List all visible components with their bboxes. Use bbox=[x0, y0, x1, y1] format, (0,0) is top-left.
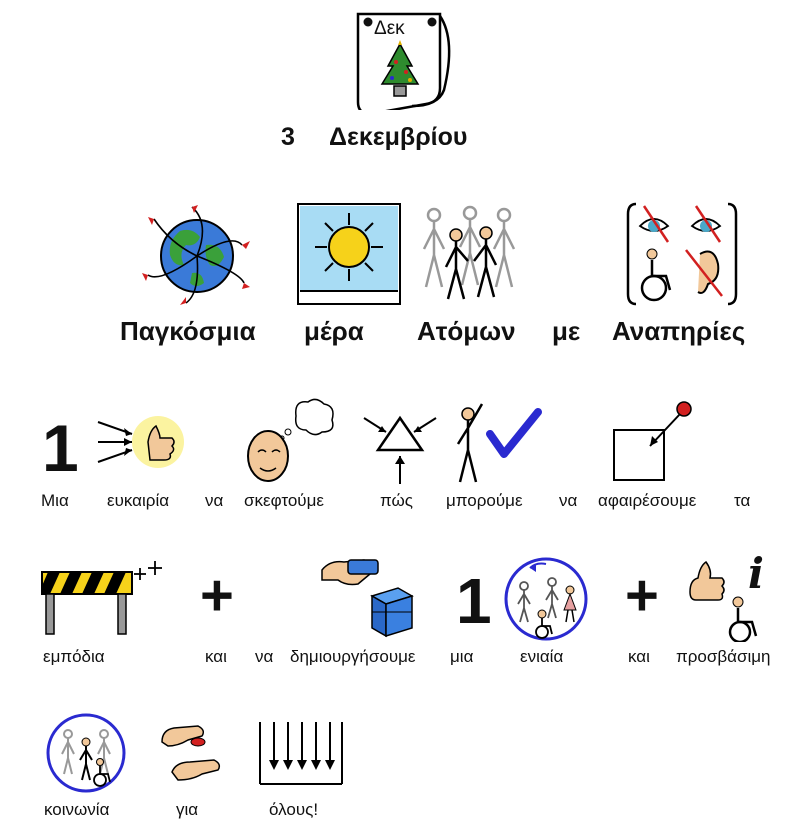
think-head-icon bbox=[244, 398, 336, 486]
globe-world-icon bbox=[140, 203, 255, 308]
row2-word-4: δημιουργήσουμε bbox=[290, 647, 416, 666]
opportunity-thumbs-up-icon bbox=[96, 412, 194, 476]
create-hand-blocks-icon bbox=[320, 556, 416, 640]
barrier-obstacles-icon bbox=[40, 560, 166, 636]
row1-word-4: σκεφτούμε bbox=[244, 491, 324, 510]
how-triangle-arrows-icon bbox=[360, 404, 440, 486]
calendar-december-icon bbox=[352, 10, 462, 110]
row2-word-3: να bbox=[255, 647, 274, 666]
accessible-icon bbox=[684, 556, 780, 642]
number-one-icon: 1 bbox=[42, 411, 79, 485]
row3-word-3: όλους! bbox=[269, 800, 319, 819]
row3-word-1: κοινωνία bbox=[44, 800, 110, 819]
sun-day-icon bbox=[297, 203, 401, 305]
row2-word-2: και bbox=[205, 647, 227, 666]
plus-icon-2: + bbox=[625, 563, 659, 628]
can-person-check-icon bbox=[452, 400, 544, 486]
number-one-icon-2: 1 bbox=[456, 565, 492, 637]
remove-arrow-icon bbox=[612, 398, 696, 482]
inclusive-circle-people-icon bbox=[502, 556, 590, 642]
calendar-month-label: Δεκ bbox=[374, 18, 405, 39]
row2-word-1: εμπόδια bbox=[43, 647, 105, 666]
row3-word-2: για bbox=[176, 800, 199, 819]
row1-word-9: τα bbox=[734, 491, 751, 510]
date-day: 3 bbox=[281, 123, 295, 151]
row2-word-8: προσβάσιμη bbox=[676, 647, 771, 666]
row1-word-2: ευκαιρία bbox=[107, 491, 170, 510]
date-month: Δεκεμβρίου bbox=[329, 123, 468, 151]
row2-word-5: μια bbox=[450, 647, 474, 666]
row2-word-6: ενιαία bbox=[520, 647, 564, 666]
row1-word-5: πώς bbox=[380, 491, 413, 510]
row1-word-1: Μια bbox=[41, 491, 69, 510]
disabilities-icon bbox=[626, 200, 738, 308]
row1-word-7: να bbox=[559, 491, 578, 510]
people-group-icon bbox=[418, 203, 522, 305]
title-word-4: με bbox=[552, 316, 581, 346]
title-word-2: μέρα bbox=[304, 316, 364, 346]
row1-word-3: να bbox=[205, 491, 224, 510]
title-word-5: Αναπηρίες bbox=[612, 316, 746, 346]
row1-word-8: αφαιρέσουμε bbox=[598, 491, 697, 510]
info-icon: i bbox=[748, 549, 764, 598]
title-word-1: Παγκόσμια bbox=[120, 316, 256, 346]
all-arrows-icon bbox=[258, 718, 344, 788]
title-word-3: Ατόμων bbox=[417, 316, 516, 346]
plus-icon-1: + bbox=[200, 563, 234, 628]
row2-word-7: και bbox=[628, 647, 650, 666]
for-hands-giving-icon bbox=[158, 722, 226, 784]
society-circle-icon bbox=[42, 712, 132, 794]
row1-word-6: μπορούμε bbox=[446, 491, 523, 510]
